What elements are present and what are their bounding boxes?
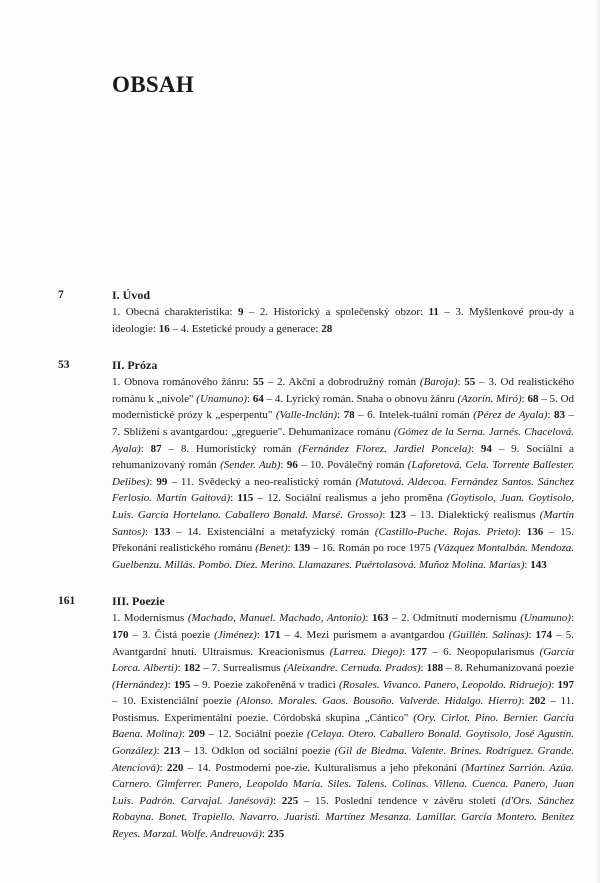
entry-text: – 5. Avantgardní hnutí. Ultraismus. Kreacionismus bbox=[112, 628, 574, 658]
entry-text: – 2. Akční a dobrodružný román bbox=[263, 376, 420, 389]
entry-text: : bbox=[570, 612, 574, 625]
entry-authors: Salinas) bbox=[492, 628, 529, 641]
entry-text: : bbox=[471, 442, 481, 455]
entry-authors: (Baroja) bbox=[419, 376, 458, 389]
entry-authors: (Celaya. Otero. Caballero Bonald. Goytisolo, José Agustín. González) bbox=[112, 728, 574, 758]
entry-authors: Bousoño. Valverde. Hidalgo. Hierro) bbox=[353, 695, 522, 708]
entry-authors: (Aleixandre. Cernuda. bbox=[283, 662, 383, 675]
entry-authors: (Matutová. Aldecoa. Fernández Santos. Sánchez Ferlosio. Martín Gaitová) bbox=[112, 475, 574, 505]
toc-entry-line bbox=[112, 306, 553, 318]
section-page-number: 7 bbox=[58, 289, 64, 301]
entry-text: – 7. Surrealismus bbox=[200, 662, 284, 675]
entry-text: : bbox=[261, 828, 268, 841]
toc-section-proza bbox=[0, 357, 600, 573]
entry-text: – 12. Sociální realismus a jeho proměna bbox=[257, 492, 447, 505]
entry-authors: Guelbenzu. Millás. Pombo. Díez. Merino. Llamazares. Puértolasová. Muñoz Molina. Marías) bbox=[112, 558, 525, 571]
entry-page-number: 96 bbox=[286, 459, 298, 472]
entry-text: : bbox=[365, 612, 372, 625]
entry-text: : bbox=[287, 542, 294, 555]
entry-text: 1. Obnova románového žánru: bbox=[112, 376, 253, 389]
toc-section-uvod bbox=[0, 287, 600, 337]
entry-page-number: 235 bbox=[267, 828, 285, 841]
entry-text: : bbox=[149, 475, 157, 488]
entry-text: : bbox=[156, 745, 164, 758]
entry-page-number: 78 bbox=[343, 409, 355, 422]
entry-text: : bbox=[521, 695, 530, 708]
entry-page-number: 220 bbox=[166, 761, 184, 774]
entry-text: : bbox=[247, 392, 253, 405]
entry-authors: (Gil de Biedma. Valente. Brines. Rodríguez. Grande. Atenciová) bbox=[112, 745, 575, 774]
entry-text: – 6. Intelek- bbox=[354, 409, 414, 422]
entry-authors: (Machado, Manuel. Machado, Antonio) bbox=[187, 612, 366, 625]
entry-text: : bbox=[177, 662, 184, 675]
entry-authors: (Gómez de la Serna. Jarnés. Chacelová. Ayala) bbox=[112, 425, 574, 455]
entry-text: – 11. Svědecký a neo- bbox=[167, 475, 274, 488]
entry-authors: (Pérez de Ayala) bbox=[473, 409, 548, 422]
entry-text: – 14. Postmoderní poe- bbox=[183, 761, 295, 774]
entry-authors: (Vázquez Montalbán. Mendoza. bbox=[433, 542, 574, 555]
entry-text: – 11. Postismus. Experimentální poezie. Córdobská bbox=[112, 695, 574, 724]
entry-authors: (Goytisolo, Juan. Goytisolo, Luis. García Hortelano. bbox=[112, 492, 574, 521]
entry-text: – 12. Sociální poezie bbox=[205, 728, 304, 741]
entry-authors: (Rosales. Vivanco. Panero, Leopoldo. Ridruejo) bbox=[339, 678, 552, 691]
entry-page-number: 11 bbox=[428, 306, 439, 318]
entry-text: – 3. Myšlenkové prou- bbox=[438, 306, 553, 318]
entry-text: : bbox=[528, 628, 536, 641]
entry-authors: (Valle-Inclán) bbox=[275, 409, 337, 422]
entry-text: : bbox=[145, 525, 154, 538]
entry-page-number: 123 bbox=[389, 508, 407, 521]
entry-text: : bbox=[551, 678, 558, 691]
entry-text: : bbox=[181, 728, 189, 741]
entry-authors: (d'Ors. Sánchez Robayna. Bonet. Trapiello. Navarro. bbox=[112, 794, 574, 824]
entry-page-number: 197 bbox=[557, 678, 575, 691]
entry-page-number: 55 bbox=[464, 376, 476, 389]
entry-page-number: 64 bbox=[252, 392, 264, 405]
entry-page-number: 16 bbox=[158, 322, 170, 335]
entry-page-number: 177 bbox=[410, 645, 428, 658]
entry-authors: (Sender. Aub) bbox=[220, 459, 281, 472]
entry-page-number: 99 bbox=[156, 475, 168, 488]
entry-text: – 4. Estetické proudy a generace: bbox=[169, 322, 322, 335]
entry-page-number: 115 bbox=[237, 492, 254, 505]
entry-text: – 4. Mezi purismem a avantgardou bbox=[280, 628, 449, 641]
entry-text: – 4. Lyrický román. Snaha o obnovu žánru bbox=[263, 392, 455, 405]
entry-page-number: 213 bbox=[163, 745, 181, 758]
toc-entry-line bbox=[112, 376, 514, 388]
entry-page-number: 174 bbox=[535, 628, 553, 641]
entry-text: – 16. Román po roce 1975 bbox=[310, 542, 434, 555]
entry-page-number: 133 bbox=[153, 525, 171, 538]
entry-text: tuální román bbox=[413, 409, 474, 422]
entry-page-number: 170 bbox=[112, 628, 129, 641]
entry-text: skupina „Cántico" bbox=[325, 711, 414, 724]
page-title: OBSAH bbox=[112, 72, 195, 97]
entry-page-number: 143 bbox=[530, 558, 547, 571]
entry-page-number: 225 bbox=[281, 794, 299, 807]
entry-authors: (Alonso. Morales. Gaos. bbox=[236, 695, 349, 708]
section-page-number: 53 bbox=[58, 359, 70, 372]
entry-page-number: 209 bbox=[188, 728, 206, 741]
entry-authors: (Martín Santos) bbox=[112, 508, 574, 538]
entry-page-number: 55 bbox=[252, 376, 264, 389]
entry-text: – 2. Historický a společenský obzor: bbox=[243, 306, 429, 318]
section-body bbox=[112, 357, 574, 573]
entry-authors: (Benet) bbox=[255, 542, 288, 555]
entry-authors: (Larrea. Diego) bbox=[329, 645, 403, 658]
entry-text: zie. Kulturalismus a jeho překonání bbox=[294, 761, 462, 774]
entry-text: – 10. Poválečný román bbox=[301, 459, 408, 472]
entry-authors: Caballero Bonald. Marsé. Grosso) bbox=[225, 508, 383, 521]
entry-text: : bbox=[547, 409, 554, 422]
table-of-contents bbox=[0, 99, 600, 883]
section-body bbox=[112, 287, 574, 337]
entry-text: : bbox=[524, 558, 531, 571]
entry-text: : bbox=[402, 645, 411, 658]
entry-text: – 8. Humoristický román bbox=[161, 442, 299, 455]
entry-authors: (Jiménez) bbox=[214, 628, 257, 641]
entry-text: 1. Modernismus bbox=[112, 612, 188, 625]
entry-page-number: 195 bbox=[173, 678, 191, 691]
entry-page-number: 94 bbox=[480, 442, 492, 455]
entry-page-number: 9 bbox=[237, 306, 244, 318]
entry-authors: (Martínez Sarrión. Azúa. Carnero. Gimferrer. Panero, bbox=[112, 761, 574, 791]
entry-page-number: 139 bbox=[293, 542, 311, 555]
section-heading: III. Poezie bbox=[112, 594, 165, 609]
entry-text: : bbox=[167, 678, 174, 691]
entry-text: – 9. Poezie zakořeněná v tradici bbox=[190, 678, 336, 691]
entry-authors: Juaristi. Martínez Mesanza. Lamillar. García Montero. Benítez Reyes. Marzal. Wolfe. Andreuová) bbox=[112, 811, 575, 841]
entry-page-number: 202 bbox=[529, 695, 546, 708]
entry-text: dy a ideologie: bbox=[112, 306, 574, 335]
entry-text: : bbox=[521, 392, 528, 405]
entry-authors: Florez. Jardiel Poncela) bbox=[355, 442, 472, 455]
section-page-number: 161 bbox=[58, 595, 76, 608]
entry-text: : bbox=[140, 442, 151, 455]
entry-text: : bbox=[382, 508, 390, 521]
entry-text: : bbox=[272, 794, 276, 807]
entry-authors: (Unamuno) bbox=[520, 612, 571, 625]
entry-authors: (García Lorca. Alberti) bbox=[112, 645, 574, 675]
entry-text: – 15. Překonání bbox=[112, 525, 575, 555]
entry-text: – 13. Dialektický realismus bbox=[406, 508, 540, 521]
entry-text: – 7. Sblížení s avantgardou: „greguerie". Dehumanizace bbox=[112, 409, 575, 438]
toc-section-poezie bbox=[0, 593, 600, 842]
entry-page-number: 136 bbox=[526, 525, 544, 538]
entry-page-number: 68 bbox=[527, 392, 539, 405]
entry-authors: (Unamuno) bbox=[196, 392, 248, 405]
entry-text: 1. Obecná charakteristika: bbox=[112, 306, 238, 318]
toc-entry-line bbox=[160, 542, 574, 554]
entry-page-number: 28 bbox=[321, 322, 333, 335]
entry-text: – 2. Odmítnutí modernismu bbox=[388, 612, 517, 625]
toc-entry-line bbox=[112, 612, 517, 624]
entry-authors: (Castillo-Puche. Rojas. Prieto) bbox=[374, 525, 518, 538]
entry-text: : bbox=[256, 628, 264, 641]
entry-text: : bbox=[420, 662, 427, 675]
entry-text: realistický román bbox=[273, 475, 356, 488]
entry-text: – 13. Odklon od sociální bbox=[180, 745, 298, 758]
section-entries bbox=[112, 610, 574, 842]
entry-text: – 6. Neopopularismus bbox=[432, 645, 540, 658]
entry-page-number: 188 bbox=[426, 662, 444, 675]
entry-authors: (Laforetová. Cela. Torrente Ballester. Delibes) bbox=[112, 459, 574, 488]
entry-text: – 10. Existenciální poezie bbox=[112, 695, 237, 708]
entry-text: – 5. Od modernistické prózy k „esperpentu" bbox=[112, 392, 575, 422]
entry-authors: (Hernández) bbox=[112, 678, 168, 691]
entry-text: – 3. Čistá poezie bbox=[128, 628, 215, 641]
entry-text: realistického románu bbox=[159, 542, 256, 555]
entry-text: – 9. Sociální a rehumanizovaný román bbox=[112, 442, 574, 472]
entry-page-number: 182 bbox=[183, 662, 201, 675]
entry-text: – 14. Existenciální a metafyzický román bbox=[176, 525, 375, 538]
entry-page-number: 163 bbox=[372, 612, 389, 625]
entry-text: : bbox=[457, 376, 465, 389]
section-heading: I. Úvod bbox=[112, 288, 151, 302]
entry-authors: Prados) bbox=[385, 662, 421, 675]
section-entries bbox=[112, 374, 574, 573]
entry-authors: (Ory. Cirlot. Pino. Bernier. García Baena. Molina) bbox=[112, 711, 574, 741]
entry-authors: Leopoldo María. Siles. Talens. Colinas. Villena. Cuenca. Panero, Juan Luis. Padrón. Carvajal. Janésová) bbox=[112, 778, 575, 807]
entry-text: – 3. Od bbox=[475, 376, 514, 389]
entry-authors: (Fernández bbox=[298, 442, 349, 455]
entry-text: : bbox=[280, 459, 287, 472]
entry-page-number: 87 bbox=[150, 442, 162, 455]
entry-page-number: 171 bbox=[263, 628, 281, 641]
entry-text: : bbox=[337, 409, 344, 422]
entry-authors: (Guillén. bbox=[448, 628, 489, 641]
entry-text: – 15. Poslední tendence v závěru století bbox=[298, 794, 502, 807]
section-heading: II. Próza bbox=[112, 358, 158, 373]
entry-text: : bbox=[159, 761, 167, 774]
entry-text: románu bbox=[356, 425, 394, 438]
toc-entry-line bbox=[112, 559, 547, 571]
entry-text: poezie bbox=[301, 745, 335, 758]
entry-authors: (Azorín. Miró) bbox=[457, 392, 522, 405]
entry-text: : bbox=[230, 492, 238, 505]
entry-text: – 8. Rehumanizovaná poezie bbox=[443, 662, 574, 675]
section-entries bbox=[112, 304, 574, 337]
entry-page-number: 83 bbox=[554, 409, 565, 422]
section-body bbox=[112, 593, 574, 842]
entry-text: : bbox=[517, 525, 527, 538]
entry-text: realistického románu k „nivole" bbox=[112, 376, 575, 405]
